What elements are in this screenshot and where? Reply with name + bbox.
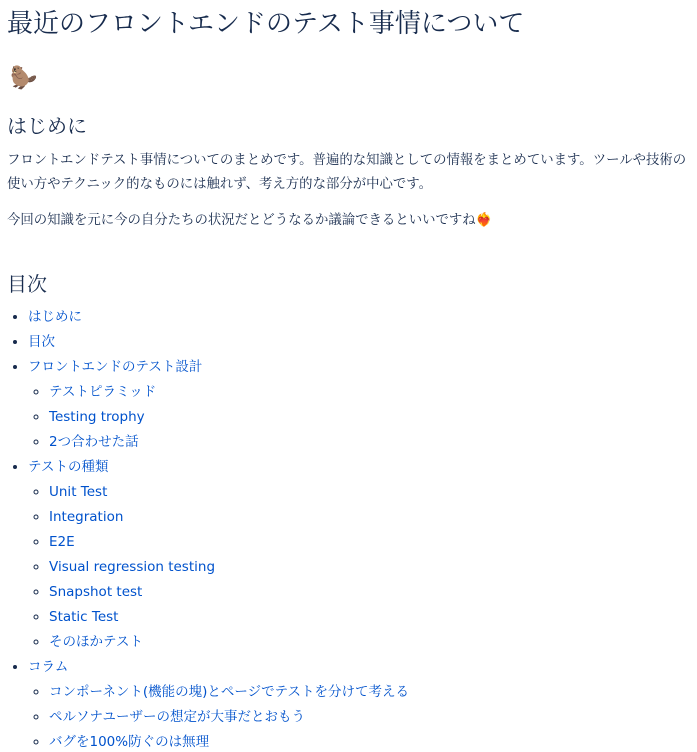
toc-link-unit-test[interactable]: Unit Test [49, 484, 108, 500]
toc-link-test-design[interactable]: フロントエンドのテスト設計 [28, 359, 203, 375]
toc-sublist [28, 680, 409, 752]
intro-heading: はじめに [7, 114, 87, 138]
toc-sublist [28, 380, 409, 455]
toc-item [28, 455, 409, 655]
toc-link-test-pyramid[interactable]: テストピラミッド [49, 384, 157, 400]
intro-paragraph-1: フロントエンドテスト事情についてのまとめです。普遍的な知識としての情報をまとめています。ツールや技術の使い方やテクニック的なものには触れず、考え方的な部分が中心です。 [7, 153, 687, 192]
toc-link-e2e[interactable]: E2E [49, 534, 75, 550]
page-title: 最近のフロントエンドのテスト事情について [7, 9, 525, 39]
toc-subitem [49, 405, 409, 430]
quokka-emoji-icon: 🦫 [10, 66, 38, 91]
intro-paragraph-2-text: 今回の知識を元に今の自分たちの状況だとどうなるか議論できるといいですね [7, 213, 476, 228]
toc-subitem [49, 630, 409, 655]
toc-link-test-types[interactable]: テストの種類 [28, 459, 109, 475]
toc-link-testing-trophy[interactable]: Testing trophy [49, 409, 145, 425]
toc-subitem [49, 680, 409, 705]
toc-link-snapshot-test[interactable]: Snapshot test [49, 584, 143, 600]
toc-subitem [49, 555, 409, 580]
toc-link-integration[interactable]: Integration [49, 509, 124, 525]
toc-subitem [49, 505, 409, 530]
toc-link-visual-regression[interactable]: Visual regression testing [49, 559, 216, 575]
toc-link-component-vs-page[interactable]: コンポーネント(機能の塊)とページでテストを分けて考える [49, 684, 410, 700]
toc-subitem [49, 705, 409, 730]
toc-item [28, 655, 409, 752]
toc-subitem [49, 530, 409, 555]
toc-subitem [49, 380, 409, 405]
toc-link-other-tests[interactable]: そのほかテスト [49, 634, 143, 650]
toc-sublist [28, 480, 409, 655]
toc-subitem [49, 580, 409, 605]
toc-item [28, 330, 409, 355]
toc-link-column[interactable]: コラム [28, 659, 69, 675]
intro-paragraph-2 [7, 209, 691, 233]
toc-link-static-test[interactable]: Static Test [49, 609, 119, 625]
toc-link-persona-user[interactable]: ペルソナユーザーの想定が大事だとおもう [49, 709, 305, 725]
toc-heading: 目次 [7, 272, 47, 296]
toc-link-bug-prevention[interactable]: バグを100%防ぐのは無理 [49, 734, 210, 750]
toc-link-hajimeni[interactable]: はじめに [28, 309, 82, 325]
toc-subitem [49, 605, 409, 630]
toc-list [0, 305, 409, 752]
toc-link-combined[interactable]: 2つ合わせた話 [49, 434, 139, 450]
toc-item [28, 305, 409, 330]
toc-subitem [49, 480, 409, 505]
toc-subitem [49, 730, 409, 752]
heart-on-fire-icon: ❤️‍🔥 [475, 213, 493, 228]
toc-item [28, 355, 409, 455]
toc-subitem [49, 430, 409, 455]
toc-link-mokuji[interactable]: 目次 [28, 334, 55, 350]
